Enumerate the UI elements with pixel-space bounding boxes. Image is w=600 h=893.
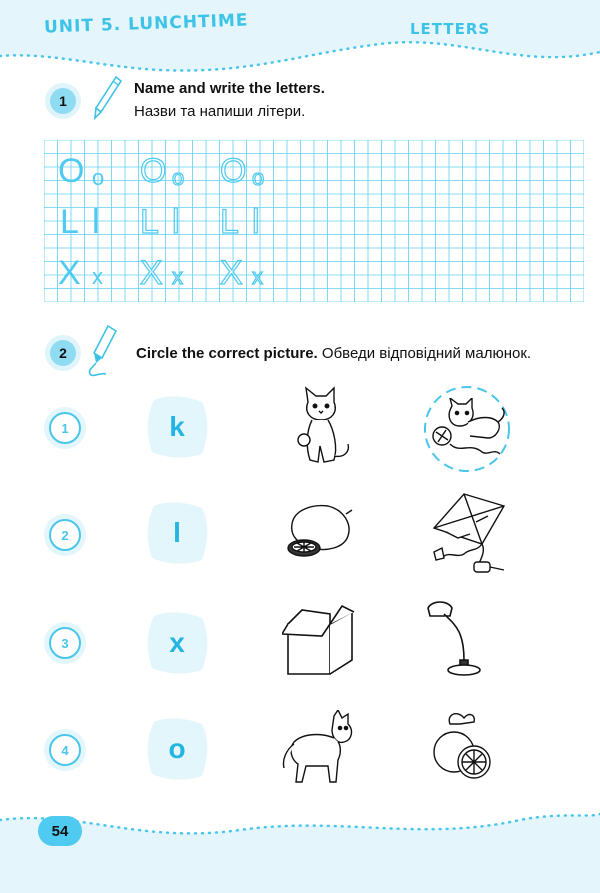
item-number: 2 (49, 519, 81, 551)
trace-lower-x: x (172, 264, 183, 289)
letter-lower-o: o (92, 165, 105, 190)
trace-lower-x: x (252, 264, 263, 289)
letter-upper-o: O (58, 152, 85, 190)
exercise-2-instruction (136, 345, 531, 362)
letter-upper-l: L (60, 203, 79, 241)
letter-k: k (169, 411, 185, 442)
picture-wolf[interactable] (280, 710, 360, 786)
exercise-2-subtitle: Обведи відповідний малюнок. (321, 345, 532, 362)
trace-upper-o: O (220, 152, 247, 190)
picture-lemon[interactable] (284, 502, 354, 560)
pencil-icon (90, 74, 124, 124)
picture-kite[interactable] (420, 492, 508, 576)
trace-upper-l: L (220, 203, 239, 241)
letter-card-l (144, 500, 210, 566)
writing-grid (44, 140, 584, 302)
footer-decoration (0, 780, 600, 893)
letter-o: o (168, 733, 186, 764)
letter-upper-x: X (58, 254, 81, 292)
exercise-1-number: 1 (50, 88, 76, 114)
trace-upper-o: O (140, 152, 167, 190)
trace-upper-x: X (140, 254, 163, 292)
picture-orange[interactable] (430, 710, 496, 782)
picture-lamp[interactable] (424, 600, 486, 678)
letter-card-o (144, 716, 210, 782)
letter-lower-l: l (92, 203, 100, 241)
section-label: LETTERS (410, 20, 491, 38)
picture-box[interactable] (282, 604, 358, 678)
item-number: 4 (49, 734, 81, 766)
picture-cat[interactable] (294, 386, 356, 468)
exercise-1-title: Name and write the letters. (134, 80, 325, 97)
letter-lower-x: x (92, 264, 103, 289)
trace-upper-l: L (140, 203, 159, 241)
trace-lower-l: l (252, 203, 260, 241)
item-number: 1 (49, 412, 81, 444)
letter-card-x (144, 610, 210, 676)
unit-title: UNIT 5. LUNCHTIME (43, 10, 249, 38)
item-number: 3 (49, 627, 81, 659)
exercise-2-number: 2 (50, 340, 76, 366)
letter-l: l (173, 517, 181, 548)
trace-lower-o: o (252, 165, 265, 190)
exercise-1-subtitle: Назви та напиши літери. (134, 103, 306, 120)
letter-x: x (169, 627, 185, 658)
trace-lower-l: l (172, 203, 180, 241)
trace-lower-o: o (172, 165, 185, 190)
exercise-2-title: Circle the correct picture. (136, 345, 318, 362)
page-number: 54 (38, 816, 82, 846)
crayon-icon (86, 322, 126, 378)
picture-kitten[interactable] (430, 398, 506, 460)
letter-card-k (144, 394, 210, 460)
trace-upper-x: X (220, 254, 243, 292)
